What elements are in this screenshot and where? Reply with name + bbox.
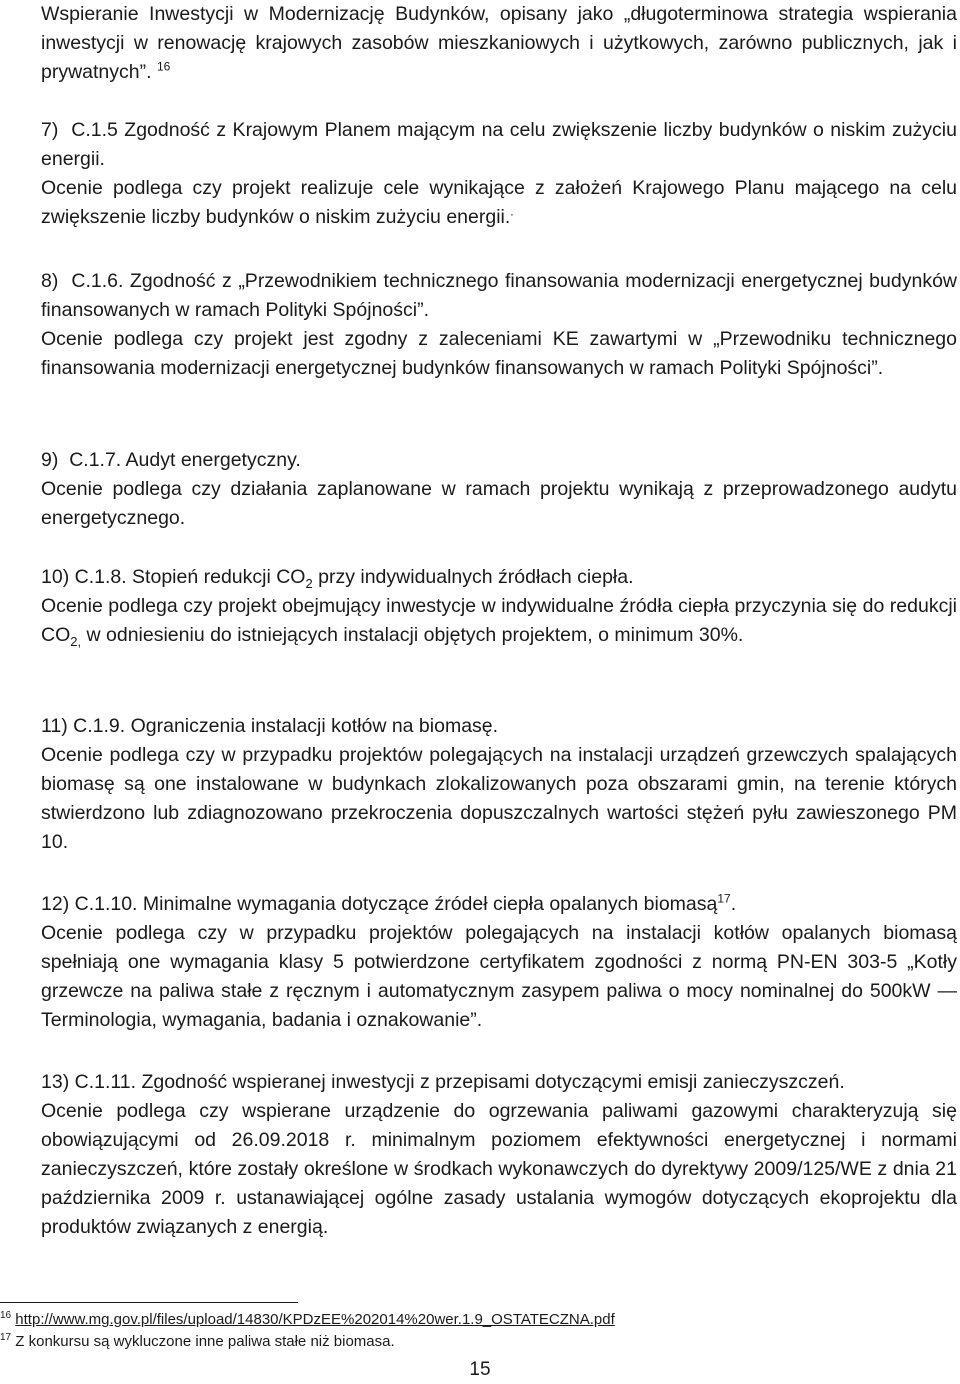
item-heading: C.1.9. Ograniczenia instalacji kotłów na biomasę. — [73, 715, 499, 737]
item-body: Ocenie podlega czy wspierane urządzenie do ogrzewania paliwami gazowymi charakteryzują się obowiązującymi od 26.09.2018 r. minimalnym poziomem efektywności energetycznej i normami zanieczyszczeń, które zostały określone w środkach wykonawczych do dyrektywy 2009/125/WE z dnia 21 października 2009 r. ustanawiającej ogólne zasady ustalania wymogów dotyczących ekoprojektu dla produktów związanych z energią. — [41, 1100, 957, 1238]
footnote-ref-16: 16 — [156, 59, 171, 74]
intro-paragraph — [41, 0, 957, 87]
item-number: 12) — [41, 893, 70, 915]
footnote-separator — [0, 1302, 298, 1303]
footnotes — [0, 1309, 940, 1353]
heading-period: . — [730, 893, 737, 915]
item-body: Ocenie podlega czy działania zaplanowane w ramach projektu wynikają z przeprowadzonego audytu energetycznego. — [41, 478, 957, 529]
footnote-link[interactable]: http://www.mg.gov.pl/files/upload/14830/KPDzEE%202014%20wer.1.9_OSTATECZNA.pdf — [15, 1311, 615, 1328]
criterion-item-13 — [41, 1068, 957, 1242]
intro-text: Wspieranie Inwestycji w Modernizację Budynków, opisany jako „długoterminowa strategia wspierania inwestycji w renowację krajowych zasobów mieszkaniowych i użytkowych, zarówno publicznych, jak i prywatnych”. — [41, 3, 957, 83]
footnote-ref-17: 17 — [717, 891, 731, 906]
item-heading: C.1.10. Minimalne wymagania dotyczące źródeł ciepła opalanych biomasą — [74, 893, 718, 915]
criterion-item-9 — [41, 446, 957, 533]
criterion-item-8 — [41, 267, 957, 383]
item-heading: C.1.8. Stopień redukcji $CO_2$ przy indywidualnych źródłach ciepła. — [74, 566, 634, 591]
item-body: Ocenie podlega czy projekt realizuje cele wynikające z założeń Krajowego Planu mającego na celu zwiększenie liczby budynków o niskim zużyciu energii. — [41, 177, 957, 228]
footnote-17 — [0, 1331, 940, 1353]
item-body: Ocenie podlega czy projekt obejmujący inwestycje w indywidualne źródła ciepła przyczynia się do redukcji $CO_{2,}$ w odniesieniu do istniejących instalacji objętych projektem, o minimum 30%. — [41, 595, 957, 649]
item-body: Ocenie podlega czy w przypadku projektów polegających na instalacji kotłów opalanych biomasą spełniają one wymagania klasy 5 potwierdzone certyfikatem zgodności z normą PN-EN 303-5 „Kotły grzewcze na paliwa stałe z ręcznym i automatycznym zasypem paliwa o mocy nominalnej do 500kW — Terminologia, wymagania, badania i oznakowanie”. — [41, 922, 957, 1031]
item-number: 8) — [41, 270, 59, 292]
footnote-text: Z konkursu są wykluczone inne paliwa stałe niż biomasa. — [15, 1333, 395, 1350]
item-heading: C.1.6. Zgodność z „Przewodnikiem technicznego finansowania modernizacji energetycznej budynków finansowanych w ramach Polityki Spójności”. — [41, 270, 957, 321]
item-number: 9) — [41, 449, 59, 471]
item-body: Ocenie podlega czy w przypadku projektów polegających na instalacji urządzeń grzewczych spalających biomasę są one instalowane w budynkach zlokalizowanych poza obszarami gmin, na terenie których stwierdzono lub zdiagnozowano przekroczenia dopuszczalnych wartości stężeń pyłu zawieszonego PM 10. — [41, 744, 957, 853]
item-number: 10) — [41, 566, 70, 588]
item-heading: C.1.7. Audyt energetyczny. — [69, 449, 301, 471]
criterion-item-11 — [41, 712, 957, 857]
item-number: 7) — [41, 119, 59, 141]
footnote-16 — [0, 1309, 940, 1331]
item-number: 11) — [41, 715, 68, 737]
item-heading: C.1.11. Zgodność wspieranej inwestycji z przepisami dotyczącymi emisji zanieczyszczeń. — [74, 1071, 845, 1093]
item-heading: C.1.5 Zgodność z Krajowym Planem mającym na celu zwiększenie liczby budynków o niskim zużyciu energii. — [41, 119, 957, 170]
stray-mark: . — [510, 204, 514, 219]
criterion-item-7 — [41, 116, 957, 232]
footnote-marker: 17 — [0, 1332, 12, 1343]
page-number: 15 — [469, 1359, 491, 1380]
criterion-item-12 — [41, 890, 957, 1035]
item-number: 13) — [41, 1071, 70, 1093]
item-body: Ocenie podlega czy projekt jest zgodny z zaleceniami KE zawartymi w „Przewodniku technicznego finansowania modernizacji energetycznej budynków finansowanych w ramach Polityki Spójności”. — [41, 328, 957, 379]
criterion-item-10 — [41, 563, 957, 650]
footnote-marker: 16 — [0, 1310, 12, 1321]
